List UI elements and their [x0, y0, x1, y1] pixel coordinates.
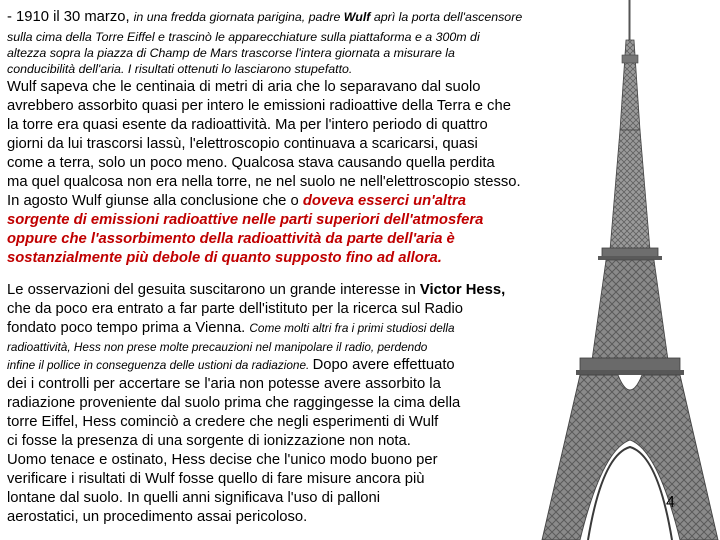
para2-line-12: lontane dal suolo. In quelli anni significava l'uso di palloni	[7, 490, 380, 506]
intro-name-wulf: Wulf	[343, 10, 371, 24]
page-number: 4	[666, 494, 675, 511]
intro-text-b: aprì la porta dell'ascensore	[370, 10, 523, 24]
para2-line-10: Uomo tenace e ostinato, Hess decise che l'unico modo buono per	[7, 452, 438, 468]
para2-line-11: verificare i risultati di Wulf fosse quello di fare misure ancora più	[7, 471, 425, 487]
para2-aside-b: infine il pollice in conseguenza delle ustioni da radiazione.	[7, 358, 313, 372]
conclusion-lead: In agosto Wulf giunse alla conclusione che o	[7, 193, 303, 209]
para2-line-13: aerostatici, un procedimento assai pericoloso.	[7, 509, 308, 525]
para2-text-a: Le osservazioni del gesuita suscitarono un grande interesse in	[7, 282, 420, 298]
para1-line-5: come a terra, solo un poco meno. Qualcosa stava causando quella perdita	[7, 155, 495, 171]
intro-dash: -	[7, 9, 17, 25]
conclusion-highlight-3: oppure che l'assorbimento della radioattività da parte dell'aria è	[7, 231, 455, 247]
para2-text-dopo: Dopo avere effettuato	[312, 357, 455, 373]
para2-line-2: che da poco era entrato a far parte dell'istituto per la ricerca sul Radio	[7, 301, 464, 317]
intro-date: 1910 il 30 marzo,	[16, 9, 134, 25]
para1-line-2: avrebbero assorbito quasi per intero le emissioni radioattive della Terra e che	[7, 98, 511, 114]
para2-text-vienna: fondato poco tempo prima a Vienna.	[7, 320, 250, 336]
conclusion-highlight-2: sorgente di emissioni radioattive nelle parti superiori dell'atmosfera	[7, 212, 484, 228]
para2-line-8: torre Eiffel, Hess cominciò a credere che negli esperimenti di Wulf	[7, 414, 439, 430]
intro-text-a: in una fredda giornata parigina, padre	[133, 10, 344, 24]
para2-line-1	[7, 281, 505, 301]
para2-name-hess: Victor Hess,	[419, 282, 506, 298]
para2-line-6: dei i controlli per accertare se l'aria non potesse avere assorbito la	[7, 376, 441, 392]
para2-line-4: radioattività, Hess non prese molte precauzioni nel manipolare il radio, perdendo	[7, 340, 428, 354]
conclusion-highlight-4: sostanzialmente più debole di quanto supposto fino ad allora.	[7, 250, 442, 266]
para2-line-5	[7, 356, 455, 376]
para1-line-6: ma quel qualcosa non era nella torre, ne nel suolo ne nell'elettroscopio stesso.	[7, 174, 521, 190]
intro-line-2: sulla cima della Torre Eiffel e trascinò le apparecchiature sulla piattaforma e a 300m di	[7, 30, 480, 44]
para1-line-4: giorni da lui trascorsi lassù, l'elettroscopio continuava a scaricarsi, quasi	[7, 136, 478, 152]
conclusion-highlight-1: doveva esserci un'altra	[302, 193, 466, 209]
intro-line-4: conducibilità dell'aria. I risultati ottenuti lo lasciarono stupefatto.	[7, 62, 353, 76]
conclusion-line-1	[7, 192, 466, 212]
para1-line-3: la torre era quasi esente da radioattività. Ma per l'intero periodo di quattro	[7, 117, 488, 133]
intro-line-1	[7, 9, 522, 26]
para1-line-1: Wulf sapeva che le centinaia di metri di aria che lo separavano dal suolo	[7, 79, 481, 95]
intro-line-3: altezza sopra la piazza di Champ de Mars trascorse l'intera giornata a misurare la	[7, 46, 455, 60]
para2-line-7: radiazione proveniente dal suolo prima che raggingesse la cima della	[7, 395, 461, 411]
para2-aside-a: Come molti altri fra i primi studiosi della	[249, 321, 455, 335]
para2-line-3	[7, 319, 455, 339]
para2-line-9: ci fosse la presenza di una sorgente di ionizzazione non nota.	[7, 433, 411, 449]
eiffel-tower-illustration	[540, 0, 720, 540]
